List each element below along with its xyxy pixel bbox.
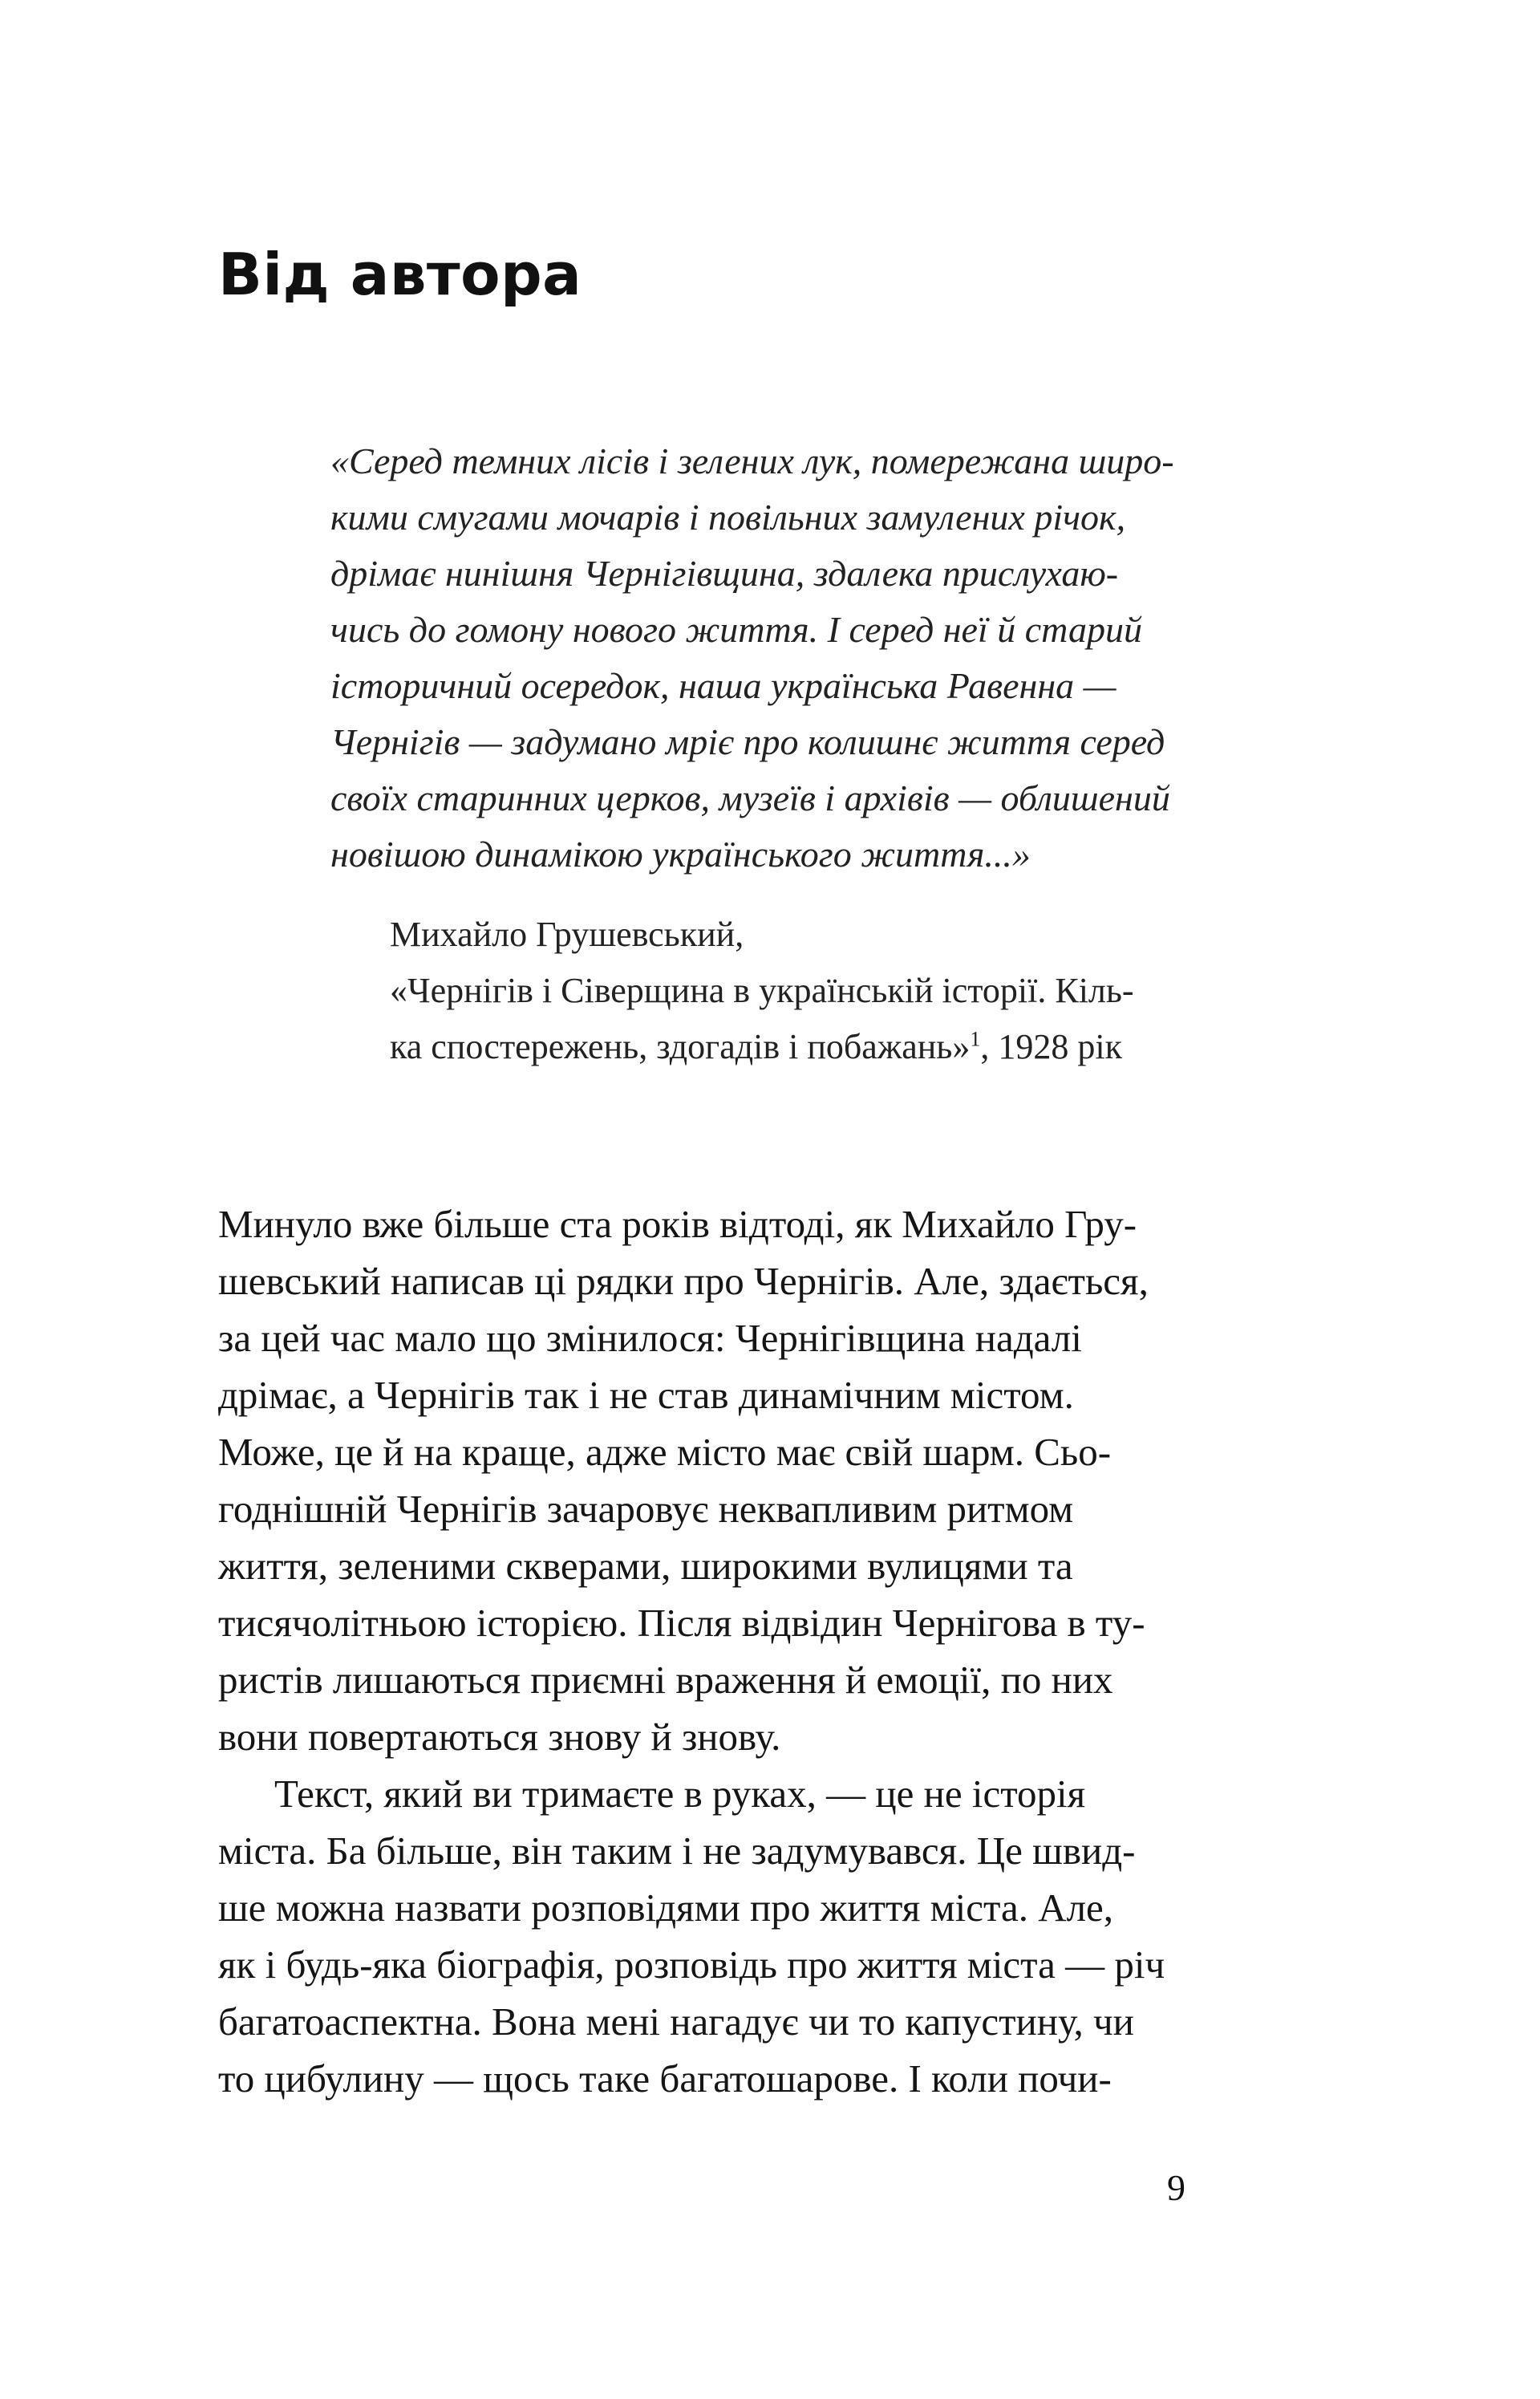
epigraph <box>330 433 1253 883</box>
epigraph-line: Чернігів — задумано мріє про колишнє життя серед <box>330 721 1165 762</box>
page-title: Від автора <box>218 241 582 308</box>
attribution-work-line: «Чернігів і Сіверщина в українській історії. Кіль- <box>390 971 1134 1010</box>
body-line: Може, це й на краще, адже місто має свій шарм. Сьо- <box>218 1430 1112 1474</box>
body-line: як і будь-яка біографія, розповідь про життя міста — річ <box>218 1942 1165 1987</box>
epigraph-line: чись до гомону нового життя. І серед неї й старий <box>330 609 1142 650</box>
body-line: то цибулину — щось таке багатошарове. І коли почи- <box>218 2056 1112 2101</box>
body-line: ристів лишаються приємні враження й емоції, по них <box>218 1658 1113 1702</box>
epigraph-line: своїх старинних церков, музеїв і архівів — облишений <box>330 777 1170 818</box>
epigraph-line: «Серед темних лісів і зелених лук, помережана широ- <box>330 440 1174 481</box>
body-line: шевський написав ці рядки про Чернігів. Але, здається, <box>218 1259 1149 1303</box>
body-line: дрімає, а Чернігів так і не став динамічним містом. <box>218 1373 1074 1417</box>
epigraph-line: історичний осередок, наша українська Равенна — <box>330 665 1116 706</box>
body-line: ше можна назвати розповідями про життя міста. Але, <box>218 1886 1114 1930</box>
body-line: за цей час мало що змінилося: Чернігівщина надалі <box>218 1316 1082 1360</box>
body-text <box>218 1195 1261 2107</box>
body-line: тисячолітньою історією. Після відвідин Чернігова в ту- <box>218 1601 1145 1645</box>
attribution-work-line <box>390 1019 1272 1075</box>
epigraph-line: кими смугами мочарів і повільних замулених річок, <box>330 497 1126 538</box>
body-line: годнішній Чернігів зачаровує неквапливим ритмом <box>218 1487 1074 1531</box>
body-line: Текст, який ви тримаєте в руках, — це не історія <box>274 1772 1086 1816</box>
attribution-work-text: ка спостережень, здогадів і побажань» <box>390 1027 971 1066</box>
body-line: міста. Ба більше, він таким і не задумувався. Це швид- <box>218 1829 1136 1873</box>
attribution-author: Михайло Грушевський, <box>390 915 744 954</box>
body-line: Минуло вже більше ста років відтоді, як Михайло Гру- <box>218 1202 1137 1246</box>
body-line: багатоаспектна. Вона мені нагадує чи то капустину, чи <box>218 1999 1134 2044</box>
page-number: 9 <box>1167 2167 1185 2208</box>
attribution-year: , 1928 рік <box>980 1027 1122 1066</box>
epigraph-line: дрімає нинішня Чернігівщина, здалека прислухаю- <box>330 553 1119 594</box>
epigraph-attribution <box>390 907 1272 1075</box>
body-line: вони повертаються знову й знову. <box>218 1715 781 1759</box>
epigraph-line: новішою динамікою українського життя...» <box>330 834 1031 875</box>
body-line: життя, зеленими скверами, широкими вулицями та <box>218 1544 1073 1588</box>
footnote-mark[interactable]: 1 <box>970 1027 981 1051</box>
